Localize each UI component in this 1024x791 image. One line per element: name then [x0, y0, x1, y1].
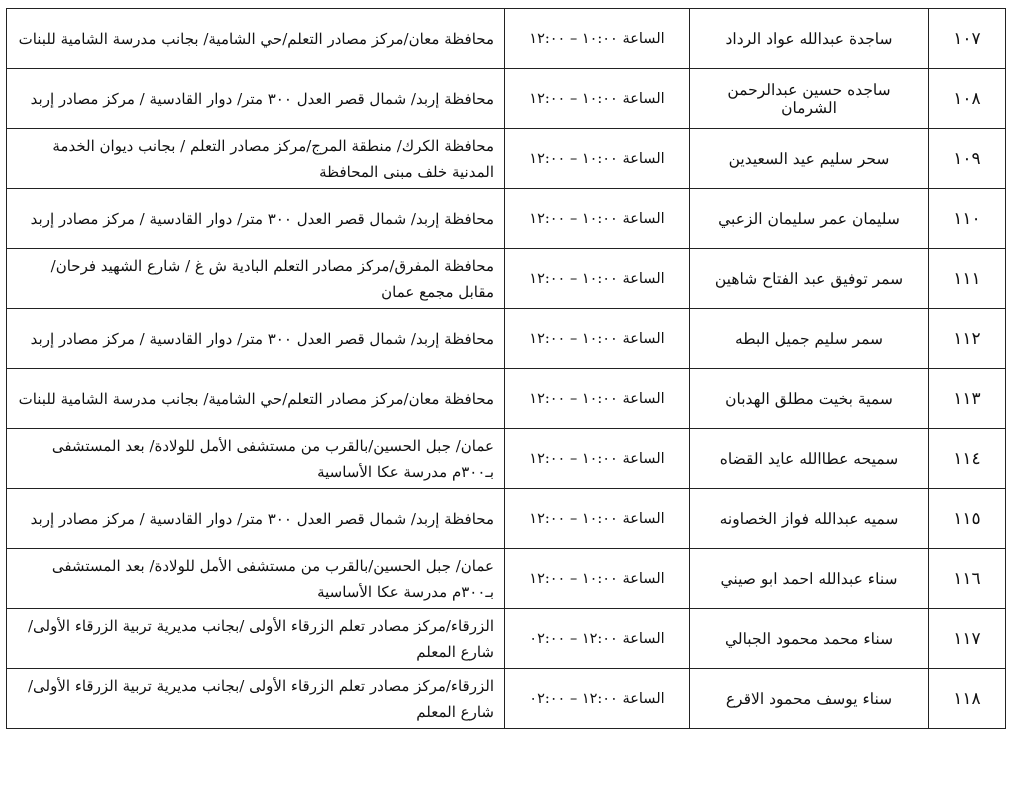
location-address: محافظة معان/مركز مصادر التعلم/حي الشامية/ بجانب مدرسة الشامية للبنات	[7, 9, 505, 69]
location-address: محافظة إربد/ شمال قصر العدل ٣٠٠ متر/ دوار القادسية / مركز مصادر إربد	[7, 69, 505, 129]
row-number: ١١٦	[929, 549, 1006, 609]
person-name: سمية بخيت مطلق الهدبان	[690, 369, 929, 429]
table-row	[7, 549, 1006, 609]
location-address: الزرقاء/مركز مصادر تعلم الزرقاء الأولى /بجانب مديرية تربية الزرقاء الأولى/ شارع المعلم	[7, 669, 505, 729]
appointment-time: الساعة ١٠:٠٠ – ١٢:٠٠	[505, 9, 690, 69]
person-name: سليمان عمر سليمان الزعبي	[690, 189, 929, 249]
location-address: عمان/ جبل الحسين/بالقرب من مستشفى الأمل للولادة/ بعد المستشفى بـ٣٠٠م مدرسة عكا الأساسية	[7, 429, 505, 489]
row-number: ١١٠	[929, 189, 1006, 249]
table-row	[7, 69, 1006, 129]
location-address: عمان/ جبل الحسين/بالقرب من مستشفى الأمل للولادة/ بعد المستشفى بـ٣٠٠م مدرسة عكا الأساسية	[7, 549, 505, 609]
row-number: ١١٧	[929, 609, 1006, 669]
person-name: سناء عبدالله احمد ابو صيني	[690, 549, 929, 609]
appointment-time: الساعة ١٠:٠٠ – ١٢:٠٠	[505, 369, 690, 429]
person-name: سمر سليم جميل البطه	[690, 309, 929, 369]
location-address: محافظة المفرق/مركز مصادر التعلم البادية ش غ / شارع الشهيد فرحان/ مقابل مجمع عمان	[7, 249, 505, 309]
location-address: محافظة الكرك/ منطقة المرج/مركز مصادر التعلم / بجانب ديوان الخدمة المدنية خلف مبنى المحافظة	[7, 129, 505, 189]
person-name: ساجده حسين عبدالرحمن الشرمان	[690, 69, 929, 129]
table-row	[7, 669, 1006, 729]
appointment-time: الساعة ١٠:٠٠ – ١٢:٠٠	[505, 309, 690, 369]
row-number: ١١٨	[929, 669, 1006, 729]
table-row	[7, 9, 1006, 69]
row-number: ١٠٧	[929, 9, 1006, 69]
appointment-time: الساعة ١٠:٠٠ – ١٢:٠٠	[505, 549, 690, 609]
appointment-time: الساعة ١٠:٠٠ – ١٢:٠٠	[505, 249, 690, 309]
row-number: ١١٥	[929, 489, 1006, 549]
location-address: الزرقاء/مركز مصادر تعلم الزرقاء الأولى /بجانب مديرية تربية الزرقاء الأولى/ شارع المعلم	[7, 609, 505, 669]
row-number: ١١٤	[929, 429, 1006, 489]
appointment-time: الساعة ١٠:٠٠ – ١٢:٠٠	[505, 129, 690, 189]
table-row	[7, 609, 1006, 669]
appointment-time: الساعة ١٠:٠٠ – ١٢:٠٠	[505, 189, 690, 249]
schedule-table-body	[7, 9, 1006, 729]
table-row	[7, 249, 1006, 309]
table-row	[7, 129, 1006, 189]
person-name: ساجدة عبدالله عواد الرداد	[690, 9, 929, 69]
row-number: ١١٣	[929, 369, 1006, 429]
row-number: ١١١	[929, 249, 1006, 309]
person-name: سحر سليم عيد السعيدين	[690, 129, 929, 189]
row-number: ١٠٨	[929, 69, 1006, 129]
table-row	[7, 309, 1006, 369]
table-row	[7, 189, 1006, 249]
row-number: ١٠٩	[929, 129, 1006, 189]
location-address: محافظة إربد/ شمال قصر العدل ٣٠٠ متر/ دوار القادسية / مركز مصادر إربد	[7, 489, 505, 549]
person-name: سمر توفيق عبد الفتاح شاهين	[690, 249, 929, 309]
table-row	[7, 429, 1006, 489]
person-name: سناء يوسف محمود الاقرع	[690, 669, 929, 729]
table-row	[7, 489, 1006, 549]
person-name: سميه عبدالله فواز الخصاونه	[690, 489, 929, 549]
person-name: سناء محمد محمود الجبالي	[690, 609, 929, 669]
appointment-time: الساعة ١٠:٠٠ – ١٢:٠٠	[505, 429, 690, 489]
appointment-time: الساعة ١٠:٠٠ – ١٢:٠٠	[505, 489, 690, 549]
location-address: محافظة معان/مركز مصادر التعلم/حي الشامية/ بجانب مدرسة الشامية للبنات	[7, 369, 505, 429]
appointment-time: الساعة ١٠:٠٠ – ١٢:٠٠	[505, 69, 690, 129]
location-address: محافظة إربد/ شمال قصر العدل ٣٠٠ متر/ دوار القادسية / مركز مصادر إربد	[7, 309, 505, 369]
table-row	[7, 369, 1006, 429]
appointment-time: الساعة ١٢:٠٠ – ٠٢:٠٠	[505, 609, 690, 669]
appointment-time: الساعة ١٢:٠٠ – ٠٢:٠٠	[505, 669, 690, 729]
row-number: ١١٢	[929, 309, 1006, 369]
location-address: محافظة إربد/ شمال قصر العدل ٣٠٠ متر/ دوار القادسية / مركز مصادر إربد	[7, 189, 505, 249]
schedule-table	[6, 8, 1006, 729]
person-name: سميحه عطاالله عايد القضاه	[690, 429, 929, 489]
